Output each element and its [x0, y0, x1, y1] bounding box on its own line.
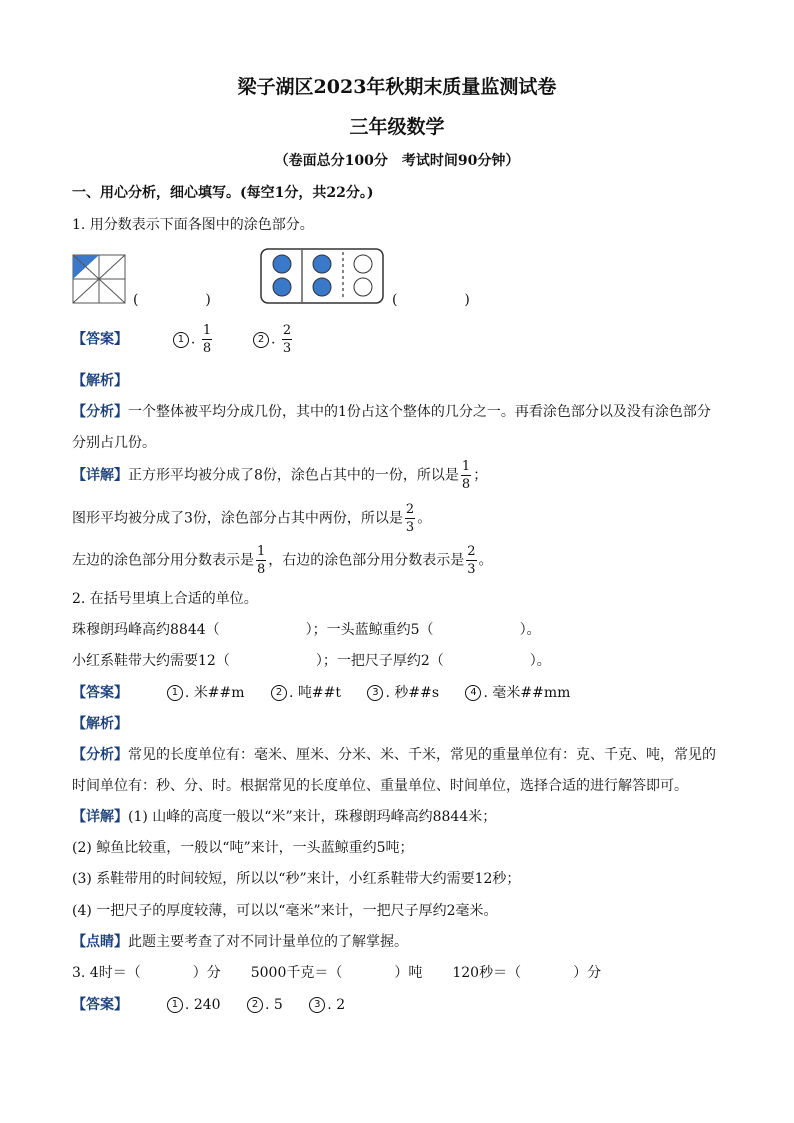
exam-info: （卷面总分100分 考试时间90分钟） — [274, 153, 520, 169]
answer-paren-open-2: ( — [392, 292, 398, 308]
answer-paren-close: ) — [205, 292, 211, 308]
exam-title: 梁子湖区2023年秋期末质量监测试卷 — [237, 76, 557, 98]
fraction-1-8: $\frac{1}{8}$ — [202, 323, 212, 356]
fenxi-label: 【分析】 — [72, 404, 128, 420]
analysis-label: 【解析】 — [72, 373, 128, 389]
q2-fenxi-line1: 常见的长度单位有：毫米、厘米、分米、米、千米，常见的重量单位有：克、千克、吨，常见的 — [128, 747, 716, 763]
q2-detail-4: (4) 一把尺子的厚度较薄，可以以“毫米”来计，一把尺子厚约2毫米。 — [72, 903, 498, 919]
q2-answer-1: 米##m — [193, 685, 245, 701]
answer-paren-close-2: ) — [464, 292, 470, 308]
q2-answer-3: 秒##s — [394, 685, 440, 701]
answer-label: 【答案】 — [72, 331, 128, 348]
question-2: 2. 在括号里填上合适的单位。 — [72, 591, 258, 607]
q2-line1: 珠穆朗玛峰高约8844（ ）；一头蓝鲸重约5（ ）。 — [72, 622, 541, 638]
question-3: 3. 4时＝（ ）分 5000千克＝（ ）吨 120秒＝（ ）分 — [72, 965, 602, 981]
q1-fenxi-line2: 分别占几份。 — [72, 435, 156, 451]
answer-paren-open: ( — [133, 292, 139, 308]
q2-fenxi-line2: 时间单位有：秒、分、时。根据常见的长度单位、重量单位、时间单位，选择合适的进行解答即可。 — [72, 778, 688, 794]
q3-answer-2: 5 — [273, 997, 283, 1013]
q1-fenxi-line1: 一个整体被平均分成几份，其中的1份占这个整体的几分之一。再看涂色部分以及没有涂色部分 — [128, 404, 711, 420]
fraction-2-3: $\frac{2}{3}$ — [282, 323, 292, 356]
q2-review: 此题主要考查了对不同计量单位的了解掌握。 — [128, 934, 408, 950]
circles-thirds-figure — [260, 248, 384, 304]
q2-answer-row: 【答案】 1 . 米##m 2 . 吨##t 3 . 秒##s 4 . 毫米##mm — [72, 685, 571, 701]
circled-number-2: 2 — [253, 332, 269, 348]
q3-answer-3: 2 — [336, 997, 346, 1013]
q2-detail-2: (2) 鲸鱼比较重，一般以“吨”来计，一头蓝鲸重约5吨； — [72, 840, 414, 856]
q3-answer-1: 240 — [193, 997, 221, 1013]
q1-answer-row: 【答案】 1 . $\frac{1}{8}$ 2 . $\frac{2}{3}$ — [72, 323, 292, 356]
q2-answer-4: 毫米##mm — [492, 685, 571, 701]
review-label: 【点睛】 — [72, 934, 128, 950]
section-heading: 一、用心分析，细心填写。(每空1分，共22分。) — [72, 185, 374, 201]
q1-detail3-fraction-b: $\frac{2}{3}$ — [467, 544, 476, 577]
q1-detail2-fraction: $\frac{2}{3}$ — [405, 502, 415, 535]
q2-detail-1: (1) 山峰的高度一般以“米”来计，珠穆朗玛峰高约8844米； — [128, 809, 497, 825]
q2-line2: 小红系鞋带大约需要12（ ）；一把尺子厚约2（ ）。 — [72, 653, 551, 669]
q1-detail3-text: 左边的涂色部分用分数表示是 — [72, 552, 254, 569]
circled-number-1: 1 — [173, 332, 189, 348]
q1-detail2-text: 图形平均被分成了3份，涂色部分占其中两份，所以是 — [72, 510, 403, 527]
q1-detail1-fraction: $\frac{1}{8}$ — [461, 459, 471, 492]
q1-detail1-text: 正方形平均被分成了8份，涂色占其中的一份，所以是 — [128, 467, 459, 484]
q3-answer-row: 【答案】 1 . 240 2 . 5 3 . 2 — [72, 997, 346, 1013]
detail-label: 【详解】 — [72, 467, 128, 484]
question-1: 1. 用分数表示下面各图中的涂色部分。 — [72, 217, 314, 233]
q2-detail-3: (3) 系鞋带用的时间较短，所以以“秒”来计，小红系鞋带大约需要12秒； — [72, 871, 521, 887]
q1-detail3-fraction-a: $\frac{1}{8}$ — [257, 544, 266, 577]
exam-subject: 三年级数学 — [349, 116, 445, 138]
analysis-label-2: 【解析】 — [72, 716, 128, 732]
square-eighths-figure — [72, 254, 126, 304]
q2-answer-2: 吨##t — [297, 685, 342, 701]
